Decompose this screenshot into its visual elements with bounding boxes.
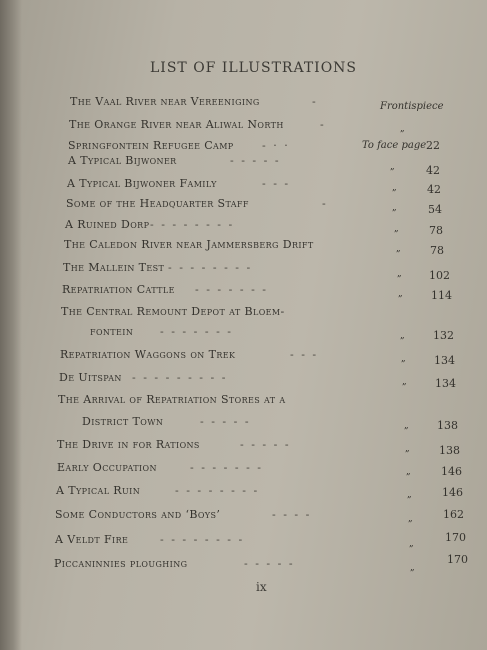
page-number: 134: [435, 377, 456, 390]
ditto-mark: „: [397, 269, 402, 279]
to-face-page-label: To face page: [362, 140, 427, 151]
list-item: [0, 508, 487, 528]
illustration-title: The Vaal River near Vereeniging: [70, 95, 260, 108]
page-number: 22: [426, 139, 440, 152]
dot-leader: -: [320, 118, 326, 131]
dot-leader: - - -: [262, 177, 291, 190]
page-number: 114: [431, 289, 452, 302]
list-item: [0, 371, 487, 391]
list-item: [0, 154, 487, 177]
list-item: [0, 95, 487, 115]
illustration-title: A Typical Ruin: [56, 484, 141, 497]
list-item: [0, 218, 487, 238]
illustration-title: The Central Remount Depot at Bloem-: [61, 305, 285, 318]
illustration-title: A Ruined Dorp: [65, 218, 150, 231]
page-number: 78: [430, 244, 444, 257]
illustration-title: The Orange River near Aliwal North: [69, 118, 284, 131]
illustration-title: Repatriation Waggons on Trek: [60, 348, 236, 361]
list-item: [0, 305, 487, 345]
dot-leader: - - - - - - -: [195, 283, 268, 296]
dot-leader: -: [312, 95, 318, 108]
page-number: 146: [442, 486, 463, 499]
list-item: [0, 348, 487, 368]
illustration-title: The Arrival of Repatriation Stores at a: [58, 393, 286, 406]
list-item: [0, 553, 487, 577]
ditto-mark: „: [402, 377, 407, 387]
illustration-title: Piccaninnies ploughing: [54, 557, 188, 570]
dot-leader: - - - - -: [244, 557, 295, 570]
illustration-title: The Drive in for Rations: [57, 438, 200, 451]
page-number: 138: [439, 444, 460, 457]
page-number: 78: [429, 224, 443, 237]
dot-leader: - - - - - - -: [160, 325, 233, 338]
ditto-mark: „: [396, 244, 401, 254]
ditto-mark: „: [400, 331, 405, 341]
list-item: [0, 197, 487, 217]
list-item: [0, 484, 487, 504]
dot-leader: - - - - - - - - -: [132, 371, 228, 384]
illustration-title: A Typical Bijwoner Family: [67, 177, 217, 190]
illustration-title: Some of the Headquarter Staff: [66, 197, 249, 210]
illustration-title: Some Conductors and ‘Boys’: [55, 508, 221, 521]
ditto-mark: „: [401, 354, 406, 364]
dot-leader: - - - - -: [230, 154, 281, 167]
illustration-title-continuation: fontein: [90, 325, 134, 338]
dot-leader: - - - - - - - -: [150, 218, 235, 231]
ditto-mark: „: [406, 467, 411, 477]
list-item: [0, 177, 487, 197]
dot-leader: - - - - - - - -: [175, 484, 260, 497]
page-number: 42: [427, 183, 441, 196]
list-item: [0, 261, 487, 281]
illustration-title-continuation: District Town: [82, 415, 164, 428]
illustration-title: A Typical Bijwoner: [68, 154, 177, 167]
dot-leader: - - - - - - -: [190, 461, 263, 474]
frontispiece-label: Frontispiece: [380, 101, 444, 112]
list-item: [0, 533, 487, 553]
ditto-mark: „: [404, 421, 409, 431]
dot-leader: - · ·: [262, 139, 290, 152]
ditto-mark: „: [400, 124, 405, 134]
ditto-mark: „: [390, 162, 395, 172]
illustration-title: Springfontein Refugee Camp: [68, 139, 234, 152]
ditto-mark: „: [408, 514, 413, 524]
list-item: [0, 438, 487, 458]
list-item: [0, 461, 487, 481]
page-number: 54: [428, 203, 442, 216]
ditto-mark: „: [392, 203, 397, 213]
illustration-title: Early Occupation: [57, 461, 157, 474]
list-item: [0, 118, 487, 138]
dot-leader: - - - - - - - -: [168, 261, 253, 274]
page-number: 170: [447, 553, 468, 566]
dot-leader: - - - - -: [240, 438, 291, 451]
page-folio: ix: [256, 580, 267, 594]
ditto-mark: „: [405, 444, 410, 454]
list-item: [0, 393, 487, 433]
dot-leader: - - - -: [272, 508, 312, 521]
page-number: 132: [433, 329, 454, 342]
page-number: 146: [441, 465, 462, 478]
ditto-mark: „: [407, 490, 412, 500]
dot-leader: - - - - - - - -: [160, 533, 245, 546]
illustration-title: Repatriation Cattle: [62, 283, 175, 296]
illustration-title: The Mallein Test: [63, 261, 165, 274]
ditto-mark: „: [410, 563, 415, 573]
illustration-title: A Veldt Fire: [55, 533, 129, 546]
page-number: 162: [443, 508, 464, 521]
ditto-mark: „: [398, 289, 403, 299]
page-number: 170: [445, 531, 466, 544]
dot-leader: - - - - -: [200, 415, 251, 428]
illustration-title: De Uitspan: [59, 371, 122, 384]
illustration-title: The Caledon River near Jammersberg Drift: [64, 238, 314, 251]
list-item: [0, 238, 487, 258]
page-number: 134: [434, 354, 455, 367]
dot-leader: -: [322, 197, 328, 210]
dot-leader: - - -: [290, 348, 319, 361]
ditto-mark: „: [392, 183, 397, 193]
ditto-mark: „: [394, 224, 399, 234]
ditto-mark: „: [409, 539, 414, 549]
page-number: 42: [426, 164, 440, 177]
page-number: 102: [429, 269, 450, 282]
page-heading: LIST OF ILLUSTRATIONS: [150, 60, 358, 76]
list-item: [0, 283, 487, 303]
page-number: 138: [437, 419, 458, 432]
